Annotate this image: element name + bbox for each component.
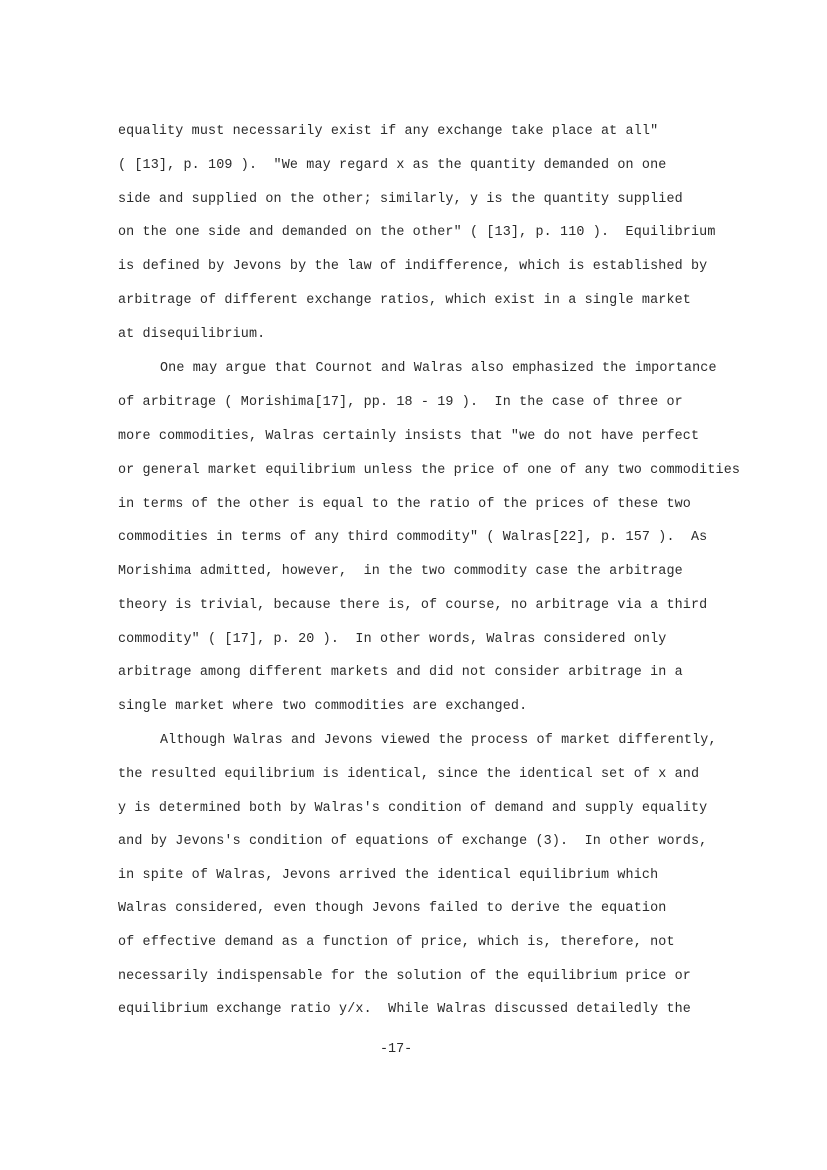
text-line: and by Jevons's condition of equations of exchange (3). In other words, (118, 834, 708, 849)
text-line: in spite of Walras, Jevons arrived the identical equilibrium which (118, 868, 659, 883)
text-line: equilibrium exchange ratio y/x. While Walras discussed detailedly the (118, 1002, 691, 1017)
text-line: equality must necessarily exist if any exchange take place at all" (118, 124, 659, 139)
text-line: arbitrage of different exchange ratios, which exist in a single market (118, 293, 691, 308)
text-line: y is determined both by Walras's condition of demand and supply equality (118, 801, 708, 816)
page-number: -17- (380, 1042, 413, 1057)
text-line: Morishima admitted, however, in the two commodity case the arbitrage (118, 564, 683, 579)
text-line: arbitrage among different markets and did not consider arbitrage in a (118, 665, 683, 680)
text-line: of arbitrage ( Morishima[17], pp. 18 - 19 ). In the case of three or (118, 395, 683, 410)
text-line: commodities in terms of any third commodity" ( Walras[22], p. 157 ). As (118, 530, 708, 545)
text-line: theory is trivial, because there is, of course, no arbitrage via a third (118, 598, 708, 613)
text-line: Walras considered, even though Jevons failed to derive the equation (118, 901, 667, 916)
text-line: more commodities, Walras certainly insists that "we do not have perfect (118, 429, 700, 444)
text-line: single market where two commodities are exchanged. (118, 699, 528, 714)
text-line: ( [13], p. 109 ). "We may regard x as the quantity demanded on one (118, 158, 667, 173)
text-line: of effective demand as a function of price, which is, therefore, not (118, 935, 675, 950)
text-line: or general market equilibrium unless the price of one of any two commodities (118, 463, 741, 478)
text-line: necessarily indispensable for the solution of the equilibrium price or (118, 969, 691, 984)
text-line: the resulted equilibrium is identical, since the identical set of x and (118, 767, 700, 782)
text-line: Although Walras and Jevons viewed the process of market differently, (160, 733, 717, 748)
text-line: at disequilibrium. (118, 327, 266, 342)
text-line: is defined by Jevons by the law of indifference, which is established by (118, 259, 708, 274)
text-line: commodity" ( [17], p. 20 ). In other words, Walras considered only (118, 632, 667, 647)
text-line: side and supplied on the other; similarly, y is the quantity supplied (118, 192, 683, 207)
text-line: in terms of the other is equal to the ratio of the prices of these two (118, 497, 691, 512)
text-line: on the one side and demanded on the other" ( [13], p. 110 ). Equilibrium (118, 225, 716, 240)
text-line: One may argue that Cournot and Walras also emphasized the importance (160, 361, 717, 376)
